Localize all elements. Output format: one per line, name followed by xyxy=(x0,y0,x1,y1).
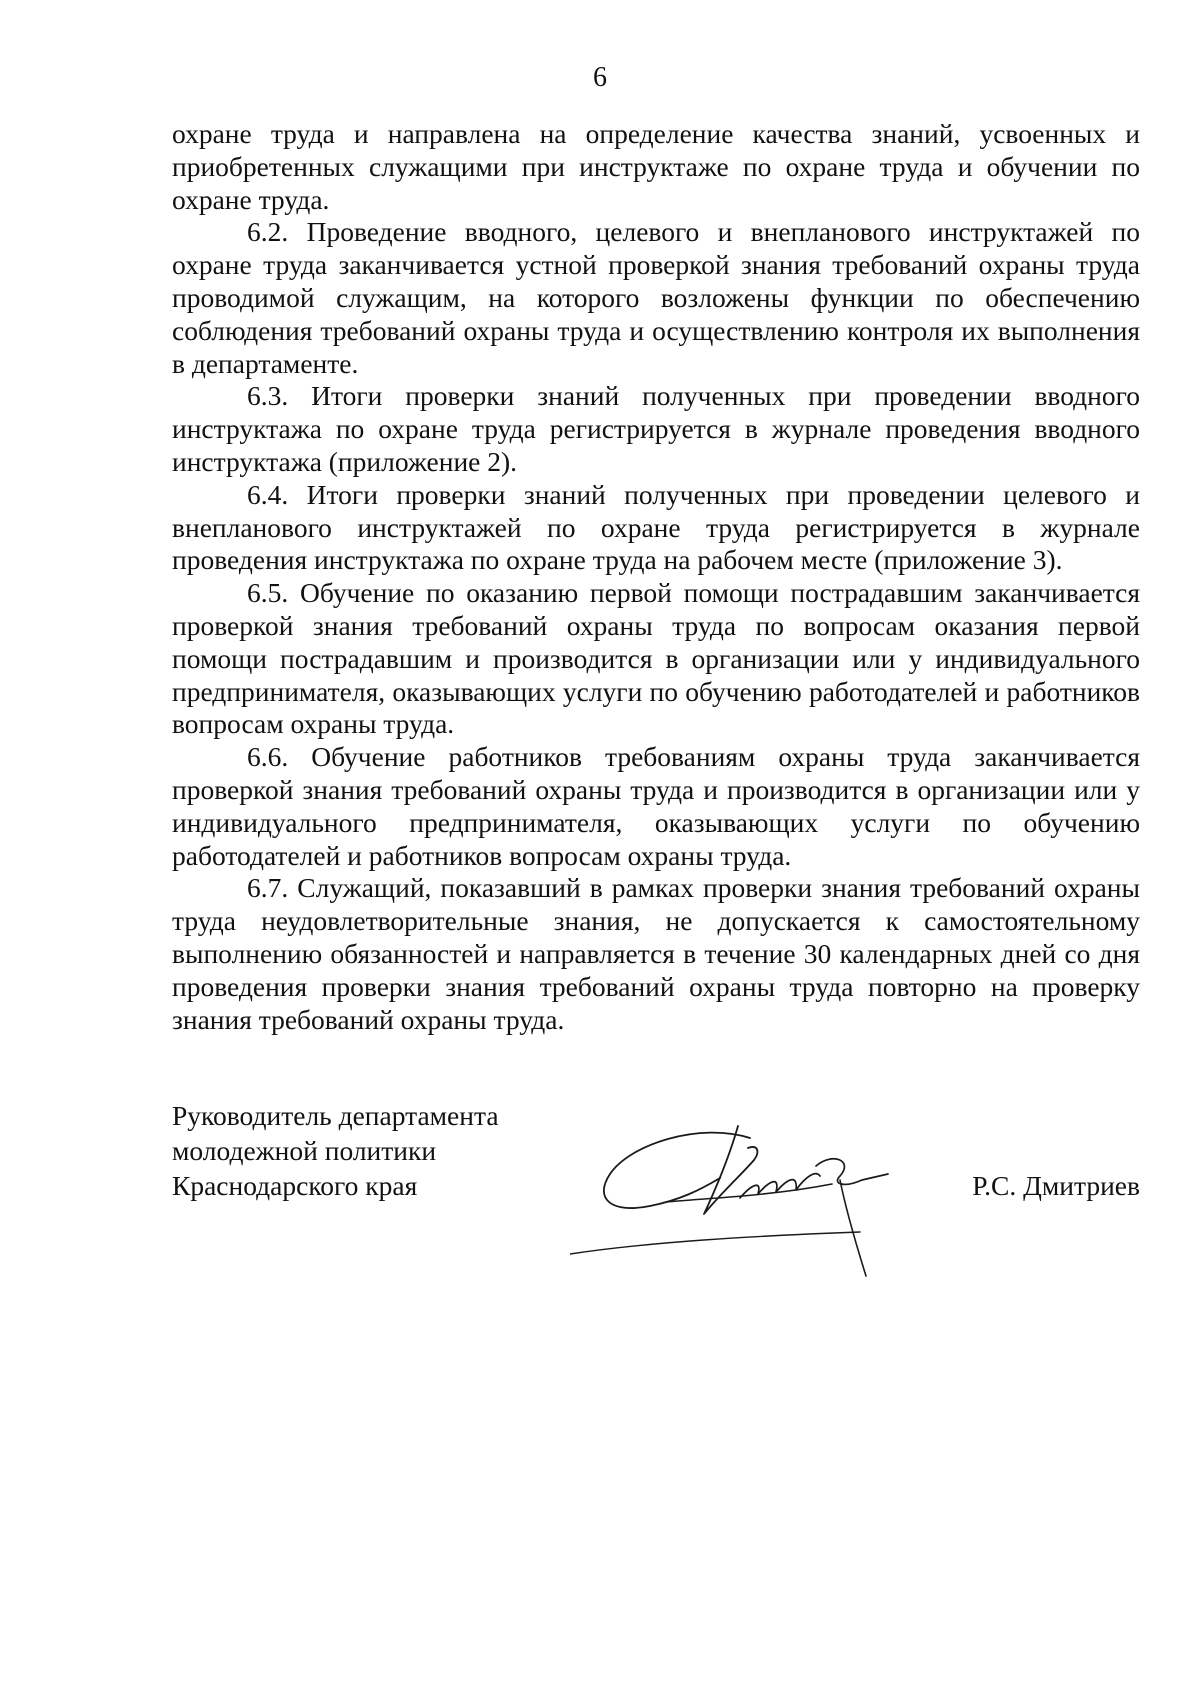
paragraph-6-7: 6.7. Служащий, показавший в рамках проверки знания требований охраны труда неудовлетворительные знания, не допускается к самостоятельному выполнению обязанностей и направляется в течение 30 календарных дней со дня проведения проверки знания требований охраны труда повторно на проверку знания требований охраны труда. xyxy=(172,872,1140,1035)
document-body xyxy=(172,118,1140,1036)
signer-position-line: Руководитель департамента xyxy=(172,1100,499,1131)
paragraph-6-3: 6.3. Итоги проверки знаний полученных при проведении вводного инструктажа по охране труда регистрируется в журнале проведения вводного инструктажа (приложение 2). xyxy=(172,380,1140,477)
signature-block xyxy=(172,1098,1140,1288)
handwritten-signature-icon xyxy=(570,1114,900,1284)
signer-position-line: Краснодарского края xyxy=(172,1170,418,1201)
paragraph-6-6: 6.6. Обучение работников требованиям охраны труда заканчивается проверкой знания требований охраны труда и производится в организации или у индивидуального предпринимателя, оказывающих услуги по обучению работодателей и работников вопросам охраны труда. xyxy=(172,741,1140,871)
paragraph-continuation: охране труда и направлена на определение качества знаний, усвоенных и приобретенных служащими при инструктаже по охране труда и обучении по охране труда. xyxy=(172,118,1140,215)
signer-name: Р.С. Дмитриев xyxy=(972,1170,1140,1201)
paragraph-6-4: 6.4. Итоги проверки знаний полученных при проведении целевого и внепланового инструктажей по охране труда регистрируется в журнале проведения инструктажа по охране труда на рабочем месте (приложение 3). xyxy=(172,478,1140,576)
paragraph-6-2: 6.2. Проведение вводного, целевого и внепланового инструктажей по охране труда заканчивается устной проверкой знания требований охраны труда проводимой служащим, на которого возложены функции по обеспечению соблюдения требований охраны труда и осуществлению контроля их выполнения в департаменте. xyxy=(172,216,1140,379)
signer-position xyxy=(172,1098,499,1203)
page-number: 6 xyxy=(593,62,607,93)
signer-position-line: молодежной политики xyxy=(172,1135,437,1166)
paragraph-6-5: 6.5. Обучение по оказанию первой помощи пострадавшим заканчивается проверкой знания требований охраны труда по вопросам оказания первой помощи пострадавшим и производится в организации или у индивидуального предпринимателя, оказывающих услуги по обучению работодателей и работников вопросам охраны труда. xyxy=(172,577,1140,740)
